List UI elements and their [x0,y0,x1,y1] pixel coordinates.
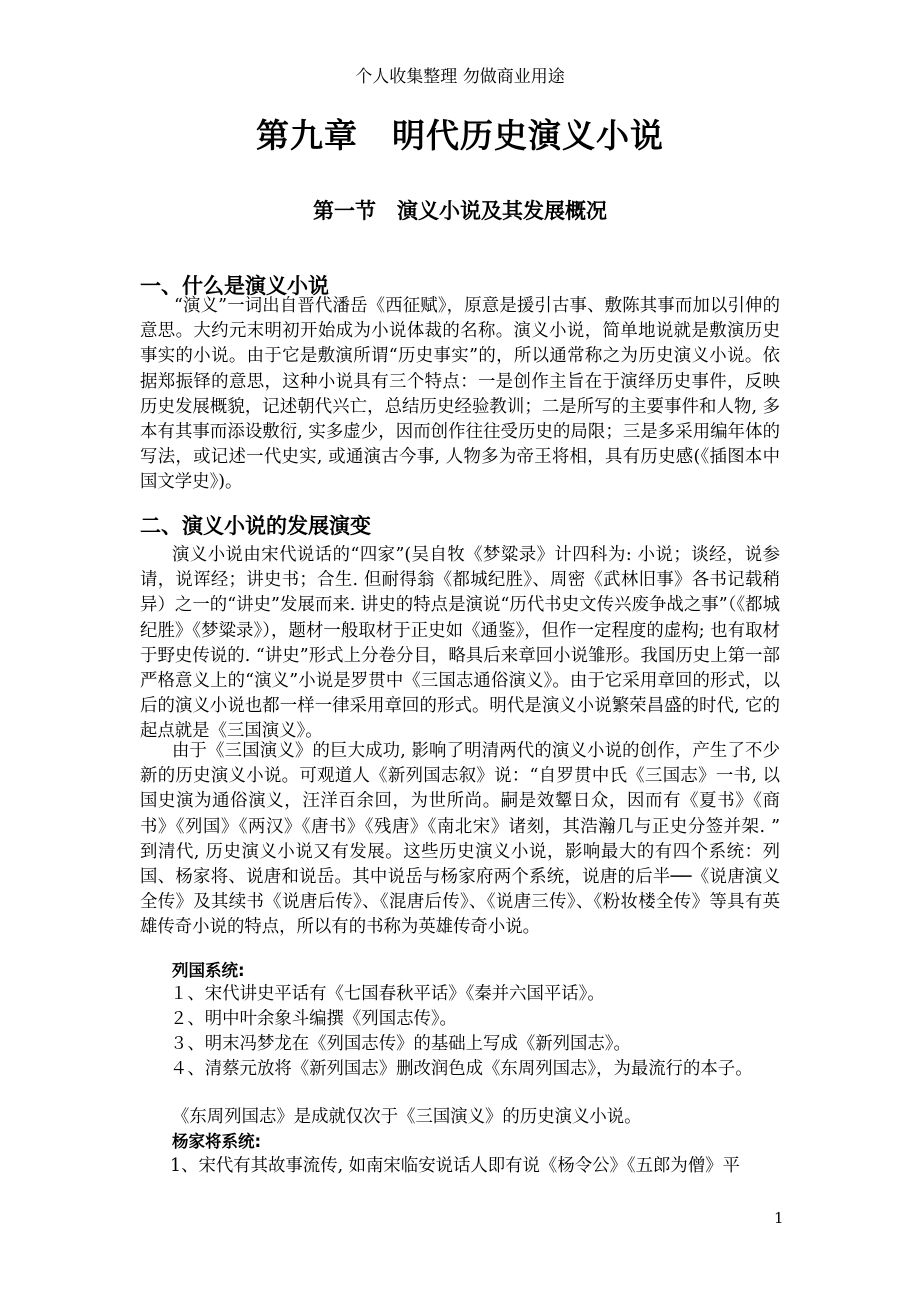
list-item: ３、明末冯梦龙在《列国志传》的基础上写成《新列国志》。 [170,1034,631,1054]
list-item: 1、宋代有其故事流传, 如南宋临安说话人即有说《杨令公》《五郎为僧》平 [170,1156,740,1176]
page-number: 1 [774,1209,784,1227]
list-item: ４、清蔡元放将《新列国志》删改润色成《东周列国志》，为最流行的本子。 [170,1059,753,1079]
paragraph-origin: 演义小说由宋代说话的“四家”(吴自牧《梦粱录》计四科为: 小说；谈经，说参请，说诨经；讲史书；合生. 但耐得翁《都城纪胜》、周密《武林旧事》各书记载稍异）之一的“讲史”发展而来. 讲史的特点是演说“历代书史文传兴废争战之事”（《都城纪胜》《梦粱录》），题材一般取材于正史如《通鉴》，但作一定程度的虚构; 也有取材于野史传说的. “讲史”形式上分卷分目，略具后来章回小说雏形。我国历史上第一部严格意义上的“演义”小说是罗贯中《三国志通俗演义》。由于它采用章回的形式，以后的演义小说也都一样一律采用章回的形式。明代是演义小说繁荣昌盛的时代, 它的起点就是《三国演义》。 [140,545,780,742]
heading-what-is-yanyi: 一、什么是演义小说 [140,274,329,298]
heading-development: 二、演义小说的发展演变 [140,514,371,538]
lieguo-system-label: 列国系统: [172,961,245,980]
dongzhou-note: 《东周列国志》是成就仅次于《三国演义》的历史演义小说。 [172,1107,642,1127]
section-title: 第一节 演义小说及其发展概况 [313,199,607,223]
chapter-title: 第九章 明代历史演义小说 [256,116,664,155]
paragraph-influence: 由于《三国演义》的巨大成功, 影响了明清两代的演义小说的创作，产生了不少新的历史演义小说。可观道人《新列国志叙》说：“自罗贯中氏《三国志》一书, 以国史演为通俗演义，汪洋百余回，为世所尚。嗣是效颦日众，因而有《夏书》《商书》《列国》《两汉》《唐书》《残唐》《南北宋》诸刻，其浩瀚几与正史分签并架. ” 到清代, 历史演义小说又有发展。这些历史演义小说，影响最大的有四个系统：列国、杨家将、说唐和说岳。其中说岳与杨家府两个系统，说唐的后半──《说唐演义全传》及其续书《说唐后传》、《混唐后传》、《说唐三传》、《粉妆楼全传》等具有英雄传奇小说的特点，所以有的书称为英雄传奇小说。 [140,741,780,938]
list-item: ２、明中叶余象斗编撰《列国志传》。 [170,1009,457,1029]
page-header: 个人收集整理 勿做商业用途 [355,67,565,87]
list-item: １、宋代讲史平话有《七国春秋平话》《秦并六国平话》。 [170,984,605,1004]
paragraph-definition: “演义”一词出自晋代潘岳《西征赋》，原意是援引古事、敷陈其事而加以引伸的意思。大约元末明初开始成为小说体裁的名称。演义小说，简单地说就是敷演历史事实的小说。由于它是敷演所谓“历史事实”的，所以通常称之为历史演义小说。依据郑振铎的意思，这种小说具有三个特点：一是创作主旨在于演绎历史事件，反映历史发展概貌，记述朝代兴亡，总结历史经验教训；二是所写的主要事件和人物, 多本有其事而添设敷衍, 实多虚少，因而创作往往受历史的局限；三是多采用编年体的写法，或记述一代史实, 或通演古今事, 人物多为帝王将相，具有历史感(《插图本中国文学史》)。 [140,296,780,493]
yangjia-system-label: 杨家将系统: [172,1132,262,1151]
